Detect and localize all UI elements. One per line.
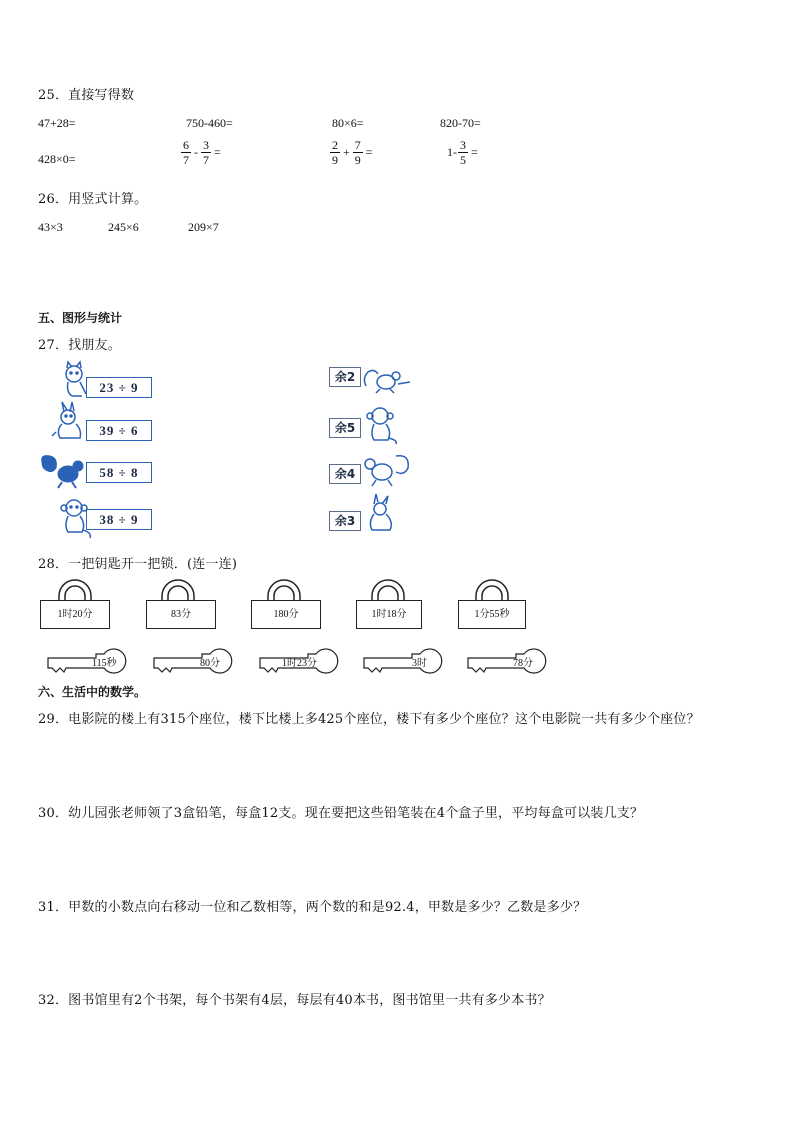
q25-expr-4: 820-70=: [440, 116, 481, 130]
q26-item-2: 245×6: [108, 220, 139, 234]
key-icon: [362, 646, 444, 674]
lock-2[interactable]: 83分: [146, 600, 216, 629]
lead-term: 1-: [447, 145, 457, 159]
q26-item-3: 209×7: [188, 220, 219, 234]
q26-title: 26．用竖式计算。: [38, 192, 148, 207]
operator: +: [343, 145, 350, 159]
lock-shackle-icon: [158, 578, 198, 602]
lock-1[interactable]: 1时20分: [40, 600, 110, 629]
squirrel-icon: [360, 364, 414, 394]
division-box-4[interactable]: 38 ÷ 9: [86, 509, 152, 530]
q32-text: 32．图书馆里有2个书架，每个书架有4层，每层有40本书，图书馆里一共有多少本书？: [38, 993, 551, 1008]
fraction: [458, 138, 468, 167]
division-box-3[interactable]: 58 ÷ 8: [86, 462, 152, 483]
key-icon: [152, 646, 234, 674]
denominator: 5: [460, 153, 466, 167]
key-5-label[interactable]: 78分: [513, 658, 533, 669]
q30-text: 30．幼儿园张老师领了3盒铅笔，每盒12支。现在要把这些铅笔装在4个盒子里，平均每盒可以装几支？: [38, 806, 644, 821]
key-1-label[interactable]: 115秒: [92, 658, 117, 669]
q27-title: 27．找朋友。: [38, 338, 121, 353]
numerator: 2: [332, 138, 338, 152]
remainder-box-4[interactable]: 余3: [329, 511, 361, 531]
denominator: 9: [354, 153, 361, 167]
denominator: 7: [183, 153, 189, 167]
section-5-heading: 五、图形与统计: [38, 311, 123, 325]
lock-5[interactable]: 1分55秒: [458, 600, 526, 629]
key-4-label[interactable]: 3时: [412, 658, 427, 669]
equals-sign: =: [214, 145, 221, 159]
monkey-icon: [362, 404, 402, 446]
q25-frac-expr-2: [329, 138, 375, 167]
numerator: 3: [460, 138, 466, 152]
key-icon: [466, 646, 548, 674]
fraction: [330, 138, 340, 167]
denominator: 9: [332, 153, 338, 167]
division-box-1[interactable]: 23 ÷ 9: [86, 377, 152, 398]
numerator: 3: [203, 138, 209, 152]
remainder-box-1[interactable]: 余2: [329, 367, 361, 387]
lock-shackle-icon: [368, 578, 408, 602]
lock-3[interactable]: 180分: [251, 600, 321, 629]
fraction: [353, 138, 363, 167]
q31-text: 31．甲数的小数点向右移动一位和乙数相等，两个数的和是92.4，甲数是多少？乙数是多少？: [38, 900, 587, 915]
rabbit-icon: [360, 492, 400, 536]
numerator: 7: [354, 138, 361, 152]
q25-expr-3: 80×6=: [332, 116, 364, 130]
q25-expr-1: 47+28=: [38, 116, 76, 130]
q28-title: 28．一把钥匙开一把锁．(连一连): [38, 557, 238, 572]
q25-expr-2: 750-460=: [186, 116, 233, 130]
lock-shackle-icon: [472, 578, 512, 602]
q25-title: 25．直接写得数: [38, 88, 135, 103]
equals-sign: =: [365, 145, 373, 159]
lock-shackle-icon: [55, 578, 95, 602]
fraction: [201, 138, 211, 167]
q25-expr-5: 428×0=: [38, 152, 76, 166]
q29-text: 29．电影院的楼上有315个座位，楼下比楼上多425个座位，楼下有多少个座位？这个电影院一共有多少个座位？: [38, 712, 700, 727]
lock-4[interactable]: 1时18分: [356, 600, 422, 629]
key-3-label[interactable]: 1时23分: [282, 658, 317, 669]
remainder-box-2[interactable]: 余5: [329, 418, 361, 438]
squirrel-icon: [356, 450, 416, 490]
key-2-label[interactable]: 80分: [200, 658, 220, 669]
equals-sign: =: [471, 145, 478, 159]
q26-item-1: 43×3: [38, 220, 63, 234]
division-box-2[interactable]: 39 ÷ 6: [86, 420, 152, 441]
remainder-box-3[interactable]: 余4: [329, 464, 361, 484]
q25-frac-expr-3: [447, 138, 480, 167]
q25-frac-expr-1: [180, 138, 223, 167]
fraction: [181, 138, 191, 167]
numerator: 6: [183, 138, 189, 152]
section-6-heading: 六、生活中的数学。: [38, 685, 147, 699]
denominator: 7: [203, 153, 209, 167]
lock-shackle-icon: [264, 578, 304, 602]
operator: -: [194, 145, 198, 159]
